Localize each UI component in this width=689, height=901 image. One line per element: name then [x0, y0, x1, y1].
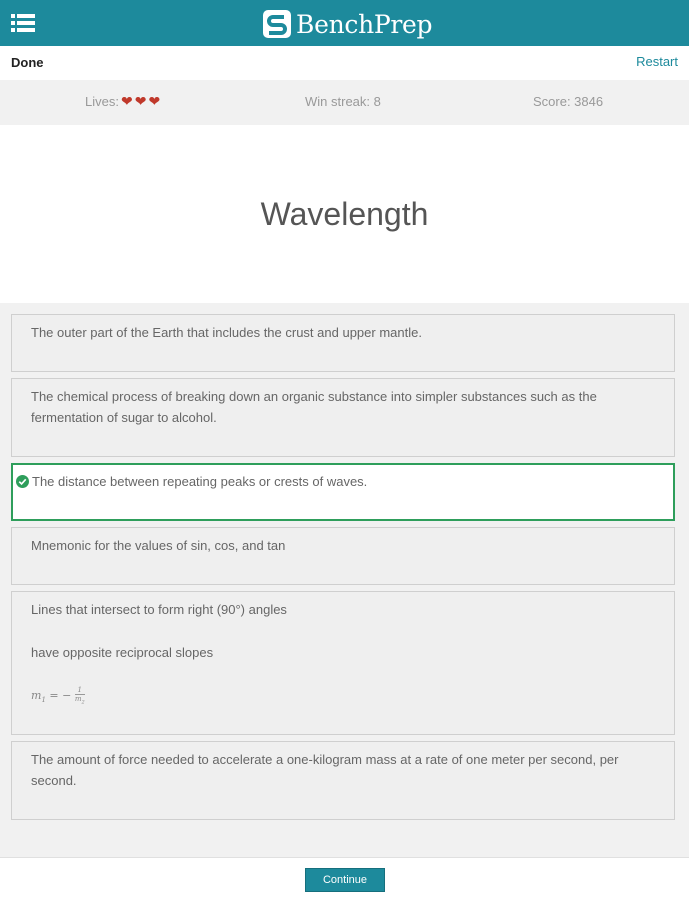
- answer-option-4[interactable]: [11, 527, 675, 585]
- answer-text: The amount of force needed to accelerate a one-kilogram mass at a rate of one meter per second, per second.: [31, 752, 619, 788]
- fraction: $\frac{1}{m_2}$: [74, 685, 85, 706]
- check-circle-icon: [16, 475, 29, 488]
- answer-text-line2: have opposite reciprocal slopes: [31, 645, 214, 660]
- heart-icon: ❤: [120, 93, 133, 109]
- top-bar: [0, 0, 689, 46]
- lives-indicator: [85, 94, 160, 109]
- benchprep-logo: [262, 8, 432, 40]
- answer-option-1[interactable]: [11, 314, 675, 372]
- answer-option-2[interactable]: [11, 378, 675, 457]
- heart-icon: ❤: [134, 93, 147, 109]
- stats-bar: [0, 80, 689, 125]
- lives-label: Lives:: [85, 94, 119, 109]
- win-streak: Win streak: 8: [305, 94, 381, 109]
- app-name: BenchPrep: [296, 9, 433, 39]
- answer-text-line1: Lines that intersect to form right (90°) angles: [31, 602, 287, 617]
- answer-option-5[interactable]: [11, 591, 675, 735]
- answer-list: [0, 303, 689, 857]
- answer-option-3-correct[interactable]: [11, 463, 675, 521]
- hamburger-icon[interactable]: [11, 13, 35, 33]
- nav-bar: [0, 46, 689, 80]
- answer-text: Mnemonic for the values of sin, cos, and tan: [31, 538, 286, 553]
- benchprep-logo-icon: [262, 9, 292, 39]
- answer-text: The outer part of the Earth that includes the crust and upper mantle.: [31, 325, 422, 340]
- question-term: Wavelength: [260, 195, 429, 232]
- answer-text: The chemical process of breaking down an organic substance into simpler substances such as the fermentation of sugar to alcohol.: [31, 389, 597, 425]
- continue-button[interactable]: Continue: [305, 868, 385, 892]
- answer-option-6[interactable]: [11, 741, 675, 820]
- slope-formula: $m_1$ = − $\frac{1}{m_2}$: [31, 685, 85, 706]
- done-button[interactable]: Done: [11, 55, 44, 70]
- heart-icon: ❤: [148, 93, 161, 109]
- restart-button[interactable]: Restart: [636, 54, 678, 69]
- score: Score: 3846: [533, 94, 604, 109]
- footer: [0, 857, 689, 901]
- answer-text: The distance between repeating peaks or crests of waves.: [32, 474, 368, 489]
